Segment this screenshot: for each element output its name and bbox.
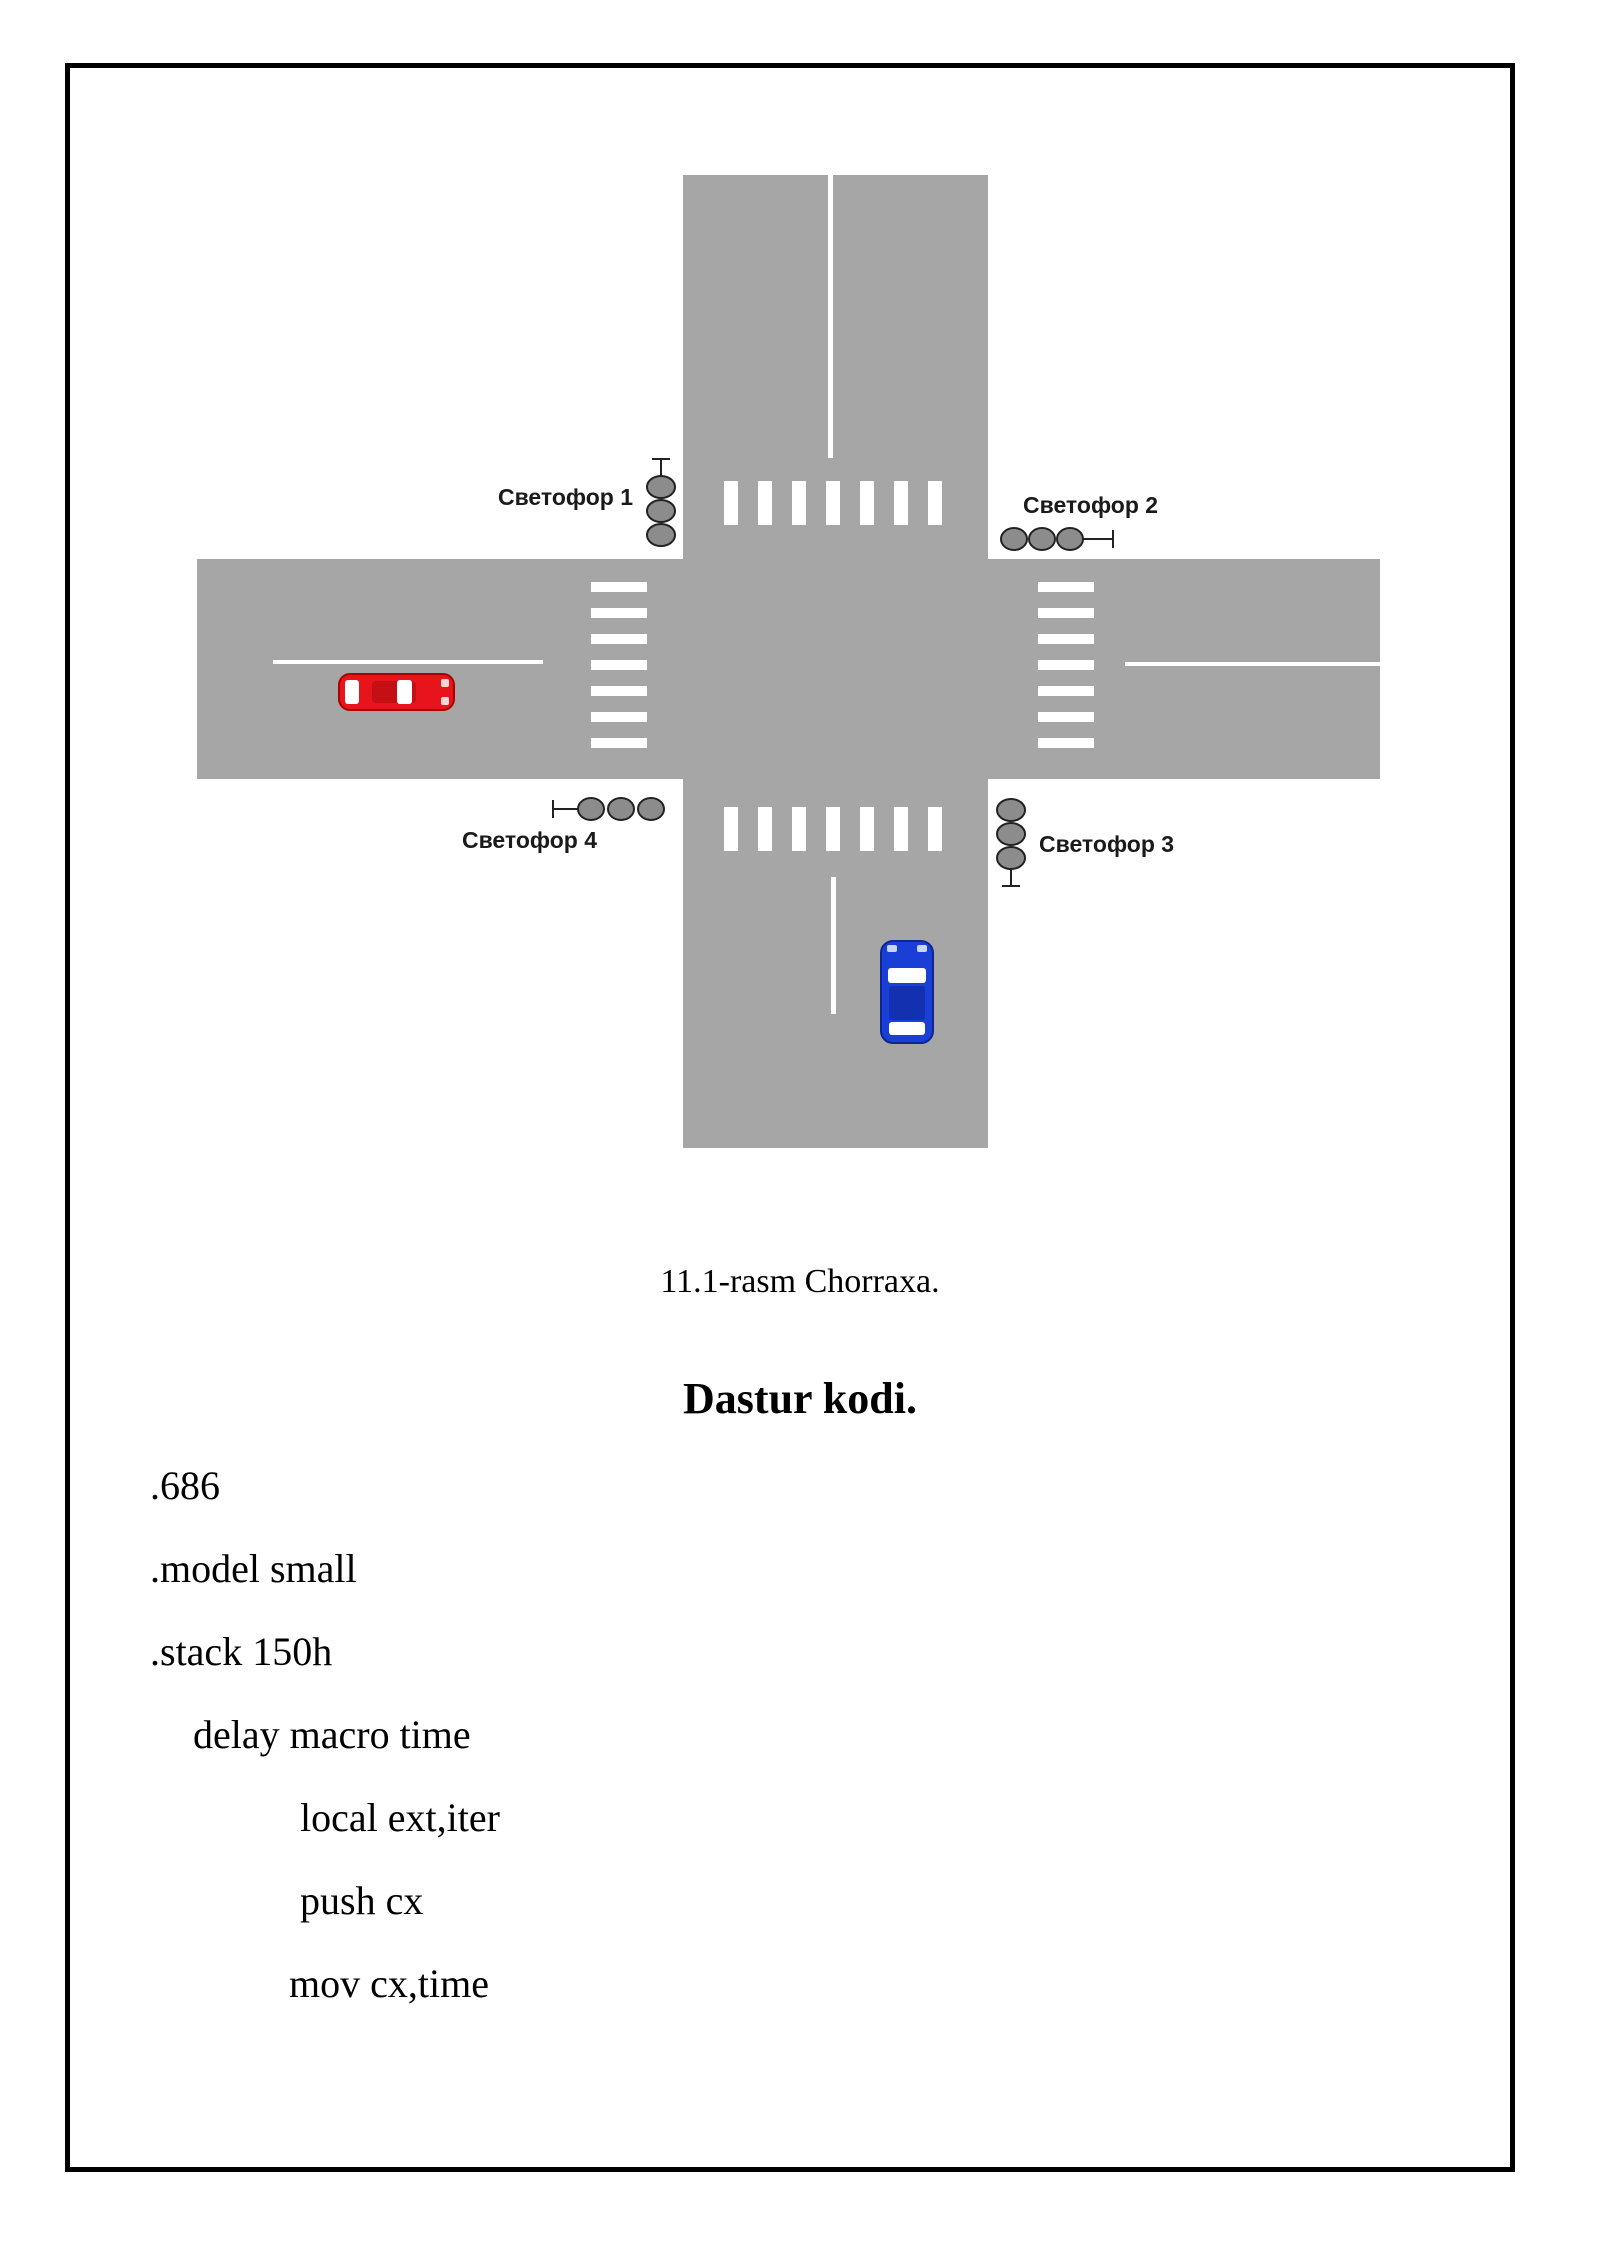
code-line: delay macro time	[193, 1712, 471, 1757]
lane-divider-bottom	[831, 877, 836, 1014]
traffic-light-3-icon	[997, 799, 1025, 886]
code-line: mov cx,time	[289, 1961, 489, 2006]
lane-divider-top	[828, 175, 833, 458]
traffic-light-1-label: Светофор 1	[497, 484, 633, 510]
blue-car-icon	[881, 941, 933, 1043]
lane-divider-right	[1125, 662, 1380, 666]
code-line: .686	[150, 1463, 220, 1508]
figure-caption: 11.1-rasm Chorraxa.	[660, 1263, 940, 1300]
traffic-light-2-label: Светофор 2	[1023, 492, 1159, 518]
traffic-light-3-label: Светофор 3	[1039, 831, 1175, 857]
traffic-light-2-icon	[1001, 528, 1113, 550]
code-line: .stack 150h	[150, 1629, 333, 1674]
traffic-light-1-icon	[647, 459, 675, 546]
code-line: local ext,iter	[300, 1795, 500, 1840]
red-car-icon	[339, 674, 454, 710]
traffic-light-4-icon	[553, 798, 664, 820]
section-heading: Dastur kodi.	[683, 1374, 917, 1423]
horizontal-road	[197, 559, 1380, 779]
code-line: .model small	[150, 1546, 357, 1591]
lane-divider-left	[273, 660, 543, 664]
traffic-light-4-label: Светофор 4	[461, 827, 597, 853]
code-line: push cx	[300, 1878, 424, 1923]
